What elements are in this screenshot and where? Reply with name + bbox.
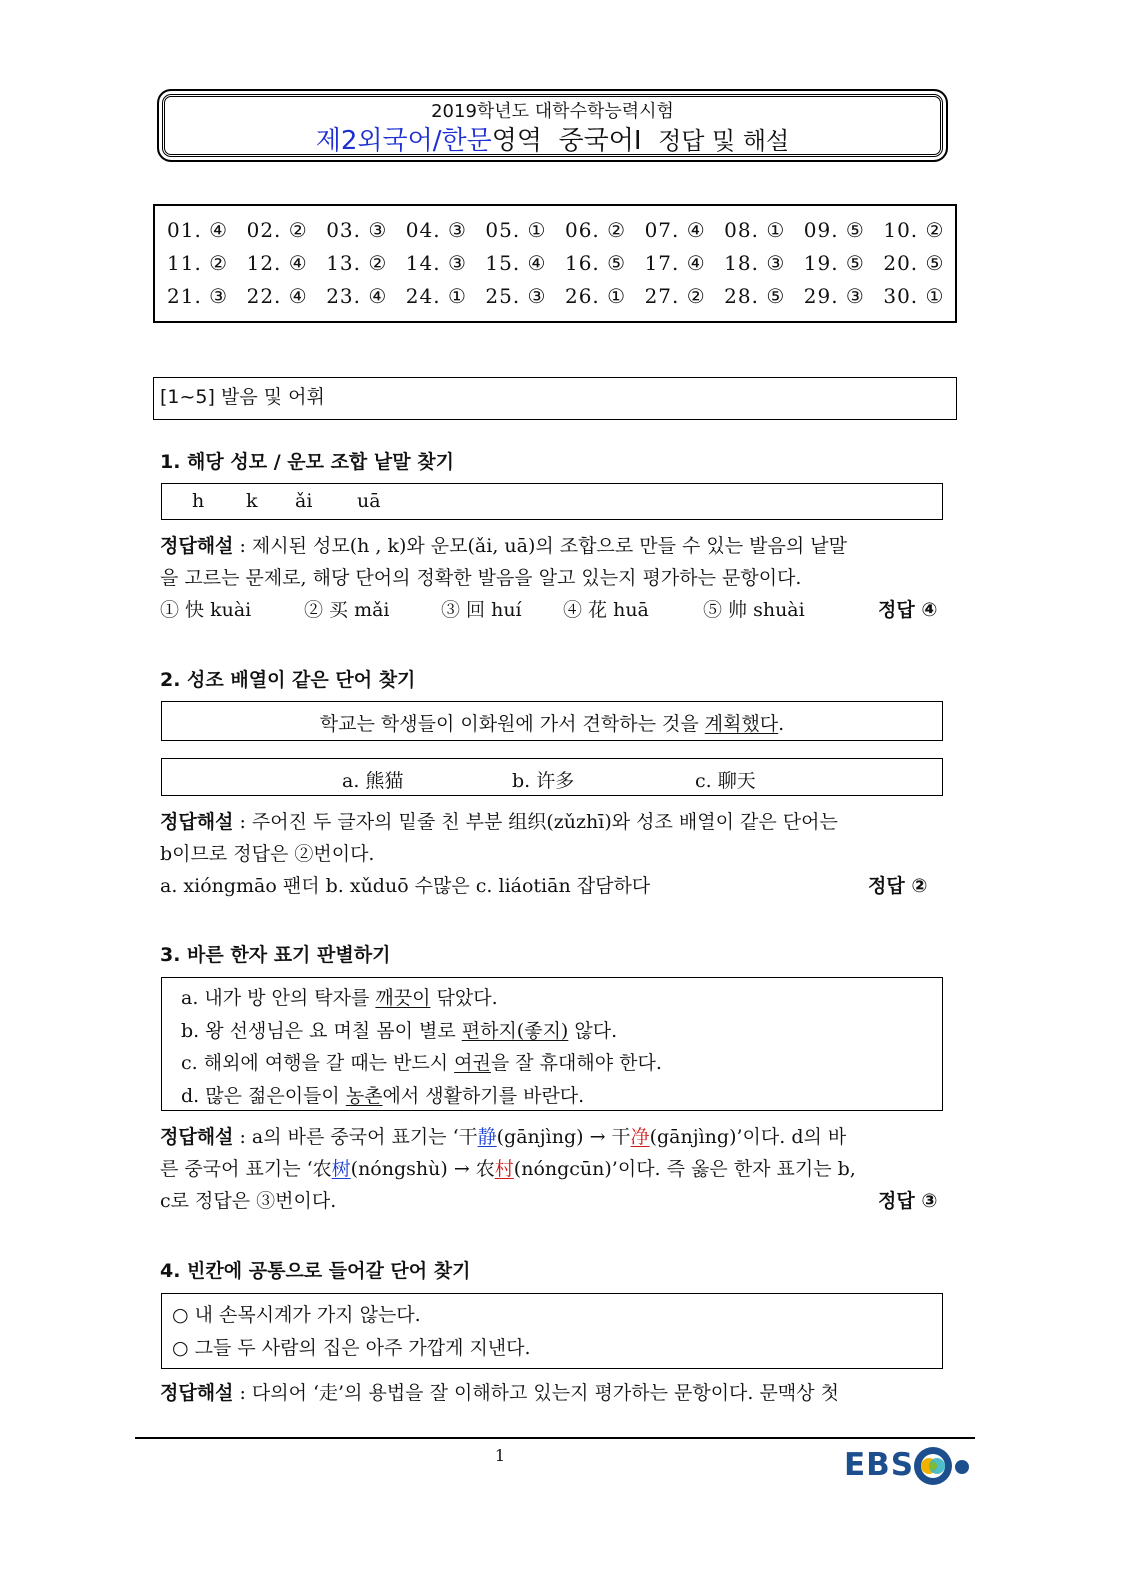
q1-box: [161, 483, 943, 520]
q2-sentence-box: [161, 701, 943, 741]
q3-items-box: [161, 977, 943, 1111]
page-number: 1: [494, 1446, 506, 1465]
q1-option: ⑤ 帅 shuài: [703, 599, 805, 621]
q3-item-text: a. 내가 방 안의 탁자를: [181, 987, 376, 1009]
q3-item-underlined: 여권: [454, 1052, 491, 1074]
answer-cell: 14. ③: [405, 251, 467, 275]
q3-item-text: d. 많은 젊은이들이: [181, 1084, 346, 1107]
answer-cell: 02. ②: [246, 218, 308, 242]
q1-explain-line: 을 고르는 문제로, 해당 단어의 정확한 발음을 알고 있는지 평가하는 문항이다.: [160, 567, 802, 589]
answer-cell: 18. ③: [724, 251, 786, 275]
q2-choice: b. 许多: [512, 770, 575, 792]
q3-explain-text: : a의 바른 중국어 표기는 ‘干: [233, 1126, 478, 1148]
explanation-label: 정답해설: [160, 811, 234, 833]
q1-box-item: ǎi: [295, 490, 313, 512]
answer-cell: 22. ④: [246, 284, 308, 308]
q3-item-text: 을 잘 휴대해야 한다.: [490, 1052, 662, 1074]
q2-underlined: 계획했다: [704, 713, 779, 735]
footer-divider: [135, 1437, 975, 1439]
page-title: [159, 120, 946, 157]
answer-cell: 23. ④: [326, 284, 388, 308]
q1-option: ② 买 mǎi: [304, 599, 390, 621]
q2-explanation: [160, 806, 950, 902]
q3-answer: 정답 ③: [878, 1190, 938, 1212]
q1-box-item: uā: [357, 490, 381, 512]
q3-item-text: 닦았다.: [430, 987, 498, 1009]
q3-explain-text: (gānjìng) → 干: [496, 1126, 631, 1148]
answer-cell: 11. ②: [167, 251, 229, 275]
q3-explain-text: 른 중국어 표기는 ‘农: [160, 1158, 332, 1180]
q2-explain-line: b이므로 정답은 ②번이다.: [160, 843, 375, 865]
answer-cell: 15. ④: [485, 251, 547, 275]
q2-sentence: 학교는 학생들이 이화원에 가서 견학하는 것을: [319, 713, 705, 735]
answer-row: [167, 284, 963, 308]
q3-item-underlined: 깨끗이: [375, 987, 431, 1009]
answer-cell: 03. ③: [326, 218, 388, 242]
answer-cell: 19. ⑤: [803, 251, 865, 275]
answer-cell: 29. ③: [803, 284, 865, 308]
title-tail: 정답 및 해설: [658, 127, 790, 155]
q1-explain-line: : 제시된 성모(h , k)와 운모(ǎi, uā)의 조합으로 만들 수 있는 발음의 낱말: [233, 535, 847, 557]
answer-cell: 06. ②: [564, 218, 627, 242]
q4-title: 4. 빈칸에 공통으로 들어갈 단어 찾기: [160, 1260, 471, 1282]
q4-explain-line: : 다의어 ‘走’의 용법을 잘 이해하고 있는지 평가하는 문항이다. 문맥상 첫: [233, 1382, 839, 1404]
answer-cell: 05. ①: [485, 218, 547, 242]
q1-answer: 정답 ④: [878, 599, 938, 621]
q3-item-underlined: 농촌: [345, 1084, 383, 1107]
answer-cell: 20. ⑤: [883, 251, 945, 275]
q3-item: [181, 982, 942, 1015]
answer-cell: 08. ①: [724, 218, 786, 242]
q3-item: [181, 1047, 942, 1080]
q3-item-text: c. 해외에 여행을 갈 때는 반드시: [181, 1052, 455, 1074]
q3-explain-text: (gānjìng)’이다. d의 바: [649, 1126, 847, 1148]
q3-title: 3. 바른 한자 표기 판별하기: [160, 944, 391, 966]
q2-sentence-end: .: [778, 713, 785, 735]
q2-explain-line: : 주어진 두 글자의 밑줄 친 부분 组织(zǔzhī)와 성조 배열이 같은 단어는: [233, 811, 838, 833]
q4-line: ○ 내 손목시계가 가지 않는다.: [172, 1304, 421, 1326]
q3-item: [181, 1015, 942, 1048]
explanation-label: 정답해설: [160, 1382, 234, 1404]
q4-line: ○ 그들 두 사람의 집은 아주 가깝게 지낸다.: [172, 1336, 531, 1359]
q4-explanation: [160, 1377, 950, 1409]
answer-cell: 28. ⑤: [724, 284, 786, 308]
q3-correct-char: 净: [630, 1126, 650, 1148]
q1-explanation: [160, 530, 950, 626]
q3-wrong-char: 树: [331, 1158, 351, 1180]
title-area: 제2외국어/한문: [315, 126, 492, 156]
answer-cell: 13. ②: [326, 251, 388, 275]
q3-correct-char: 村: [494, 1158, 514, 1180]
q3-explain-text: (nóngcūn)’이다. 즉 옳은 한자 표기는 b,: [513, 1158, 856, 1180]
q1-option: ③ 回 huí: [441, 599, 522, 621]
answer-cell: 16. ⑤: [564, 251, 627, 275]
q2-choice: c. 聊天: [695, 770, 756, 792]
q2-title: 2. 성조 배열이 같은 단어 찾기: [160, 669, 416, 691]
answer-row: [167, 218, 963, 242]
q3-explain-line: c로 정답은 ③번이다.: [160, 1190, 337, 1212]
answer-cell: 26. ①: [564, 284, 627, 308]
answer-cell: 01. ④: [167, 218, 229, 242]
q1-title: 1. 해당 성모 / 운모 조합 낱말 찾기: [160, 451, 454, 473]
q1-option: ④ 花 huā: [563, 599, 649, 621]
q2-meanings: a. xióngmāo 팬더 b. xǔduō 수많은 c. liáotiān 잡담하다: [160, 875, 651, 897]
ebs-logo-mark-icon: [910, 1444, 990, 1488]
q4-box: [161, 1293, 943, 1369]
answer-cell: 09. ⑤: [803, 218, 865, 242]
q1-option: ① 快 kuài: [160, 599, 252, 621]
q3-item: [181, 1080, 942, 1113]
answer-cell: 17. ④: [644, 251, 706, 275]
q3-item-text: 에서 생활하기를 바란다.: [382, 1084, 585, 1107]
explanation-label: 정답해설: [160, 535, 234, 557]
q1-box-item: h: [192, 490, 205, 512]
exam-year: 2019학년도 대학수학능력시험: [431, 101, 674, 122]
answer-cell: 25. ③: [485, 284, 547, 308]
q2-choice: a. 熊猫: [342, 770, 404, 792]
q3-item-text: b. 왕 선생님은 요 며칠 몸이 별로: [181, 1019, 462, 1042]
q3-explain-text: (nóngshù) → 农: [350, 1158, 495, 1180]
title-subject: 중국어Ⅰ: [558, 126, 642, 156]
q2-choices-box: [161, 758, 943, 796]
q3-wrong-char: 静: [477, 1126, 497, 1148]
answer-cell: 04. ③: [405, 218, 467, 242]
q3-item-text: 않다.: [568, 1019, 618, 1042]
answer-cell: 21. ③: [167, 284, 229, 308]
ebs-logo: [844, 1447, 914, 1483]
answer-cell: 12. ④: [246, 251, 308, 275]
ebs-logo-text: EBS: [844, 1447, 915, 1483]
answer-row: [167, 251, 963, 275]
q3-item-underlined: 편하지(좋지): [461, 1019, 569, 1042]
section-header: [1~5] 발음 및 어휘: [153, 377, 957, 420]
answer-cell: 07. ④: [644, 218, 706, 242]
q1-box-item: k: [246, 490, 258, 512]
answer-cell: 10. ②: [883, 218, 945, 242]
title-area-suffix: 영역: [491, 126, 542, 156]
explanation-label: 정답해설: [160, 1126, 234, 1148]
answer-cell: 24. ①: [405, 284, 467, 308]
title-box: [157, 89, 948, 162]
q2-answer: 정답 ②: [868, 875, 928, 897]
q3-explanation: [160, 1121, 950, 1217]
answer-cell: 30. ①: [883, 284, 945, 308]
answer-grid: [153, 204, 957, 323]
answer-cell: 27. ②: [644, 284, 706, 308]
q1-options: [160, 594, 950, 626]
